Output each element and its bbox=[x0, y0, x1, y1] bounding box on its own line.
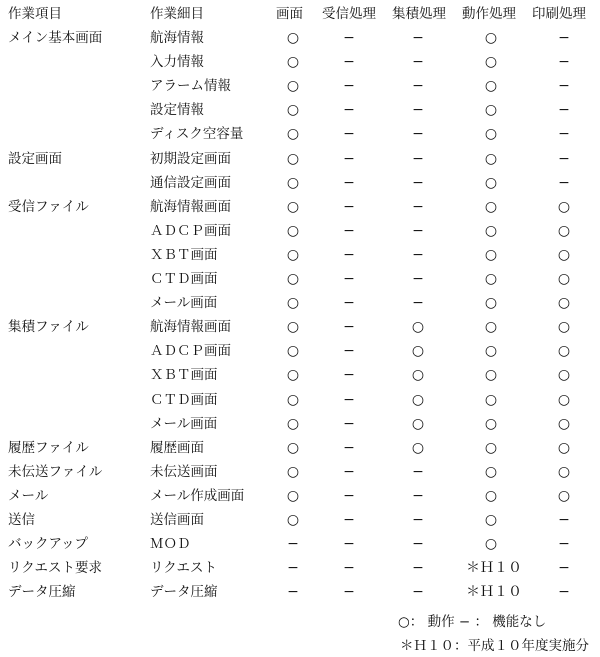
header-screen: 画面 bbox=[276, 6, 303, 22]
screen-mark: ○ bbox=[286, 126, 300, 143]
print-mark: ○ bbox=[557, 295, 571, 312]
subtask-cell: ＡＤＣＰ画面 bbox=[150, 343, 231, 360]
operation-mark: ○ bbox=[484, 343, 498, 360]
accumulate-mark: − bbox=[412, 560, 424, 577]
operation-mark: ○ bbox=[484, 246, 498, 263]
screen-mark: ○ bbox=[286, 487, 300, 504]
table-row bbox=[0, 416, 600, 440]
print-mark: − bbox=[558, 560, 570, 577]
print-mark: ○ bbox=[557, 198, 571, 215]
table-row bbox=[0, 536, 600, 560]
screen-mark: ○ bbox=[286, 222, 300, 239]
screen-mark: ○ bbox=[286, 367, 300, 384]
accumulate-mark: − bbox=[412, 512, 424, 528]
header-accumulate: 集積処理 bbox=[392, 6, 446, 22]
screen-mark: ○ bbox=[286, 439, 300, 456]
receive-mark: − bbox=[343, 174, 355, 191]
screen-mark: ○ bbox=[286, 271, 300, 287]
accumulate-mark: ○ bbox=[411, 439, 425, 456]
header-task: 作業項目 bbox=[8, 6, 62, 22]
table-row bbox=[0, 102, 600, 126]
legend-line-1: ○： 動作 − ： 機能なし bbox=[398, 614, 547, 630]
table-row bbox=[0, 126, 600, 150]
subtask-cell: アラーム情報 bbox=[150, 78, 231, 95]
receive-mark: − bbox=[343, 198, 355, 215]
operation-mark: ○ bbox=[484, 367, 498, 384]
subtask-cell: 未伝送画面 bbox=[150, 463, 218, 480]
print-mark: − bbox=[558, 30, 570, 46]
receive-mark: − bbox=[343, 560, 355, 577]
task-cell: 集積ファイル bbox=[8, 319, 89, 336]
screen-mark: ○ bbox=[286, 415, 300, 432]
operation-mark: ○ bbox=[484, 126, 498, 143]
operation-mark: ○ bbox=[484, 487, 498, 504]
subtask-cell: ＣＴＤ画面 bbox=[150, 391, 218, 408]
subtask-cell: 入力情報 bbox=[150, 54, 204, 71]
table-row bbox=[0, 78, 600, 102]
table-row bbox=[0, 247, 600, 271]
accumulate-mark: − bbox=[412, 198, 424, 215]
print-mark: ○ bbox=[557, 319, 571, 336]
accumulate-mark: − bbox=[412, 78, 424, 95]
screen-mark: − bbox=[287, 536, 299, 553]
screen-mark: ○ bbox=[286, 54, 300, 71]
task-cell: リクエスト要求 bbox=[8, 560, 102, 577]
subtask-cell: メール作成画面 bbox=[150, 487, 245, 504]
subtask-cell: 通信設定画面 bbox=[150, 174, 231, 191]
print-mark: ○ bbox=[557, 439, 571, 456]
subtask-cell: ＭＯＤ bbox=[150, 536, 191, 553]
operation-mark: ○ bbox=[484, 78, 498, 95]
accumulate-mark: − bbox=[412, 536, 424, 553]
print-mark: − bbox=[558, 102, 570, 119]
print-mark: ○ bbox=[557, 343, 571, 360]
print-mark: − bbox=[558, 174, 570, 191]
subtask-cell: データ圧縮 bbox=[150, 584, 218, 601]
receive-mark: − bbox=[343, 367, 355, 384]
accumulate-mark: − bbox=[412, 246, 424, 263]
print-mark: − bbox=[558, 126, 570, 143]
operation-mark: ＊Ｈ１０ bbox=[466, 584, 522, 601]
accumulate-mark: ○ bbox=[411, 343, 425, 360]
operation-mark: ○ bbox=[484, 198, 498, 215]
header-subtask: 作業細目 bbox=[150, 6, 204, 22]
screen-mark: ○ bbox=[286, 150, 300, 167]
subtask-cell: ＡＤＣＰ画面 bbox=[150, 222, 231, 239]
subtask-cell: 航海情報画面 bbox=[150, 319, 231, 336]
accumulate-mark: − bbox=[412, 174, 424, 191]
operation-mark: ○ bbox=[484, 174, 498, 191]
legend-line-2: ＊Ｈ１０：平成１０年度実施分 bbox=[400, 638, 589, 654]
receive-mark: − bbox=[343, 463, 355, 480]
print-mark: − bbox=[558, 536, 570, 553]
operation-mark: ○ bbox=[484, 391, 498, 408]
table-row bbox=[0, 223, 600, 247]
accumulate-mark: − bbox=[412, 463, 424, 480]
table-row bbox=[0, 464, 600, 488]
operation-mark: ○ bbox=[484, 150, 498, 167]
print-mark: − bbox=[558, 512, 570, 528]
print-mark: ○ bbox=[557, 391, 571, 408]
accumulate-mark: − bbox=[412, 271, 424, 287]
subtask-cell: ディスク空容量 bbox=[150, 126, 244, 143]
accumulate-mark: − bbox=[412, 102, 424, 119]
receive-mark: − bbox=[343, 78, 355, 95]
table-row bbox=[0, 151, 600, 175]
screen-mark: ○ bbox=[286, 102, 300, 119]
subtask-cell: 航海情報画面 bbox=[150, 198, 231, 215]
print-mark: − bbox=[558, 150, 570, 167]
table-row bbox=[0, 343, 600, 367]
screen-mark: ○ bbox=[286, 319, 300, 336]
receive-mark: − bbox=[343, 343, 355, 360]
table-row bbox=[0, 54, 600, 78]
operation-mark: ○ bbox=[484, 463, 498, 480]
screen-mark: ○ bbox=[286, 343, 300, 360]
operation-mark: ○ bbox=[484, 512, 498, 528]
subtask-cell: リクエスト bbox=[150, 560, 217, 577]
task-cell: バックアップ bbox=[8, 536, 89, 553]
accumulate-mark: − bbox=[412, 584, 424, 601]
table-row bbox=[0, 367, 600, 391]
operation-mark: ○ bbox=[484, 319, 498, 336]
receive-mark: − bbox=[343, 222, 355, 239]
receive-mark: − bbox=[343, 246, 355, 263]
receive-mark: − bbox=[343, 319, 355, 336]
subtask-cell: ＸＢＴ画面 bbox=[150, 246, 218, 263]
operation-mark: ＊Ｈ１０ bbox=[466, 560, 522, 577]
accumulate-mark: − bbox=[412, 487, 424, 504]
receive-mark: − bbox=[343, 295, 355, 312]
print-mark: ○ bbox=[557, 415, 571, 432]
task-cell: データ圧縮 bbox=[8, 584, 76, 601]
print-mark: ○ bbox=[557, 487, 571, 504]
screen-mark: ○ bbox=[286, 391, 300, 408]
table-row bbox=[0, 271, 600, 295]
table-row bbox=[0, 30, 600, 54]
task-cell: 受信ファイル bbox=[8, 198, 89, 215]
subtask-cell: メール画面 bbox=[150, 415, 218, 432]
subtask-cell: メール画面 bbox=[150, 295, 218, 312]
print-mark: − bbox=[558, 54, 570, 71]
accumulate-mark: − bbox=[412, 295, 424, 312]
subtask-cell: 履歴画面 bbox=[150, 439, 204, 456]
receive-mark: − bbox=[343, 391, 355, 408]
task-cell: 送信 bbox=[8, 512, 35, 528]
header-receive: 受信処理 bbox=[322, 6, 376, 22]
task-cell: 履歴ファイル bbox=[8, 439, 89, 456]
print-mark: − bbox=[558, 78, 570, 95]
table-row bbox=[0, 512, 600, 536]
subtask-cell: 初期設定画面 bbox=[150, 150, 231, 167]
receive-mark: − bbox=[343, 487, 355, 504]
print-mark: ○ bbox=[557, 222, 571, 239]
accumulate-mark: − bbox=[412, 222, 424, 239]
screen-mark: ○ bbox=[286, 295, 300, 312]
screen-mark: ○ bbox=[286, 174, 300, 191]
accumulate-mark: − bbox=[412, 54, 424, 71]
table-row bbox=[0, 295, 600, 319]
receive-mark: − bbox=[343, 102, 355, 119]
table-row bbox=[0, 488, 600, 512]
operation-mark: ○ bbox=[484, 102, 498, 119]
task-cell: 設定画面 bbox=[8, 150, 62, 167]
table-row bbox=[0, 199, 600, 223]
receive-mark: − bbox=[343, 126, 355, 143]
operation-mark: ○ bbox=[484, 295, 498, 312]
subtask-cell: ＸＢＴ画面 bbox=[150, 367, 218, 384]
operation-mark: ○ bbox=[484, 536, 498, 553]
header-print: 印刷処理 bbox=[532, 6, 586, 22]
task-cell: 未伝送ファイル bbox=[8, 463, 103, 480]
screen-mark: ○ bbox=[286, 198, 300, 215]
print-mark: ○ bbox=[557, 271, 571, 287]
operation-mark: ○ bbox=[484, 439, 498, 456]
subtask-cell: 航海情報 bbox=[150, 30, 204, 46]
print-mark: ○ bbox=[557, 246, 571, 263]
table-row bbox=[0, 560, 600, 584]
subtask-cell: 送信画面 bbox=[150, 512, 204, 528]
receive-mark: − bbox=[343, 415, 355, 432]
screen-mark: − bbox=[287, 584, 299, 601]
accumulate-mark: − bbox=[412, 126, 424, 143]
screen-mark: ○ bbox=[286, 246, 300, 263]
task-cell: メール bbox=[8, 487, 49, 504]
table-row bbox=[0, 584, 600, 608]
receive-mark: − bbox=[343, 439, 355, 456]
receive-mark: − bbox=[343, 584, 355, 601]
screen-mark: ○ bbox=[286, 463, 300, 480]
operation-mark: ○ bbox=[484, 271, 498, 287]
screen-mark: ○ bbox=[286, 78, 300, 95]
screen-mark: ○ bbox=[286, 30, 300, 46]
header-operation: 動作処理 bbox=[462, 6, 516, 22]
accumulate-mark: ○ bbox=[411, 391, 425, 408]
receive-mark: − bbox=[343, 54, 355, 71]
receive-mark: − bbox=[343, 150, 355, 167]
print-mark: − bbox=[558, 584, 570, 601]
table-row bbox=[0, 440, 600, 464]
operation-mark: ○ bbox=[484, 54, 498, 71]
operation-mark: ○ bbox=[484, 415, 498, 432]
screen-mark: − bbox=[287, 560, 299, 577]
operation-mark: ○ bbox=[484, 222, 498, 239]
subtask-cell: ＣＴＤ画面 bbox=[150, 271, 218, 287]
table-row bbox=[0, 392, 600, 416]
receive-mark: − bbox=[343, 30, 355, 46]
table-row bbox=[0, 319, 600, 343]
accumulate-mark: ○ bbox=[411, 319, 425, 336]
receive-mark: − bbox=[343, 512, 355, 528]
receive-mark: − bbox=[343, 271, 355, 287]
operation-mark: ○ bbox=[484, 30, 498, 46]
accumulate-mark: − bbox=[412, 150, 424, 167]
print-mark: ○ bbox=[557, 463, 571, 480]
accumulate-mark: − bbox=[412, 30, 424, 46]
receive-mark: − bbox=[343, 536, 355, 553]
table-row bbox=[0, 175, 600, 199]
screen-mark: ○ bbox=[286, 512, 300, 528]
print-mark: ○ bbox=[557, 367, 571, 384]
task-cell: メイン基本画面 bbox=[8, 30, 103, 46]
accumulate-mark: ○ bbox=[411, 367, 425, 384]
subtask-cell: 設定情報 bbox=[150, 102, 204, 119]
accumulate-mark: ○ bbox=[411, 415, 425, 432]
